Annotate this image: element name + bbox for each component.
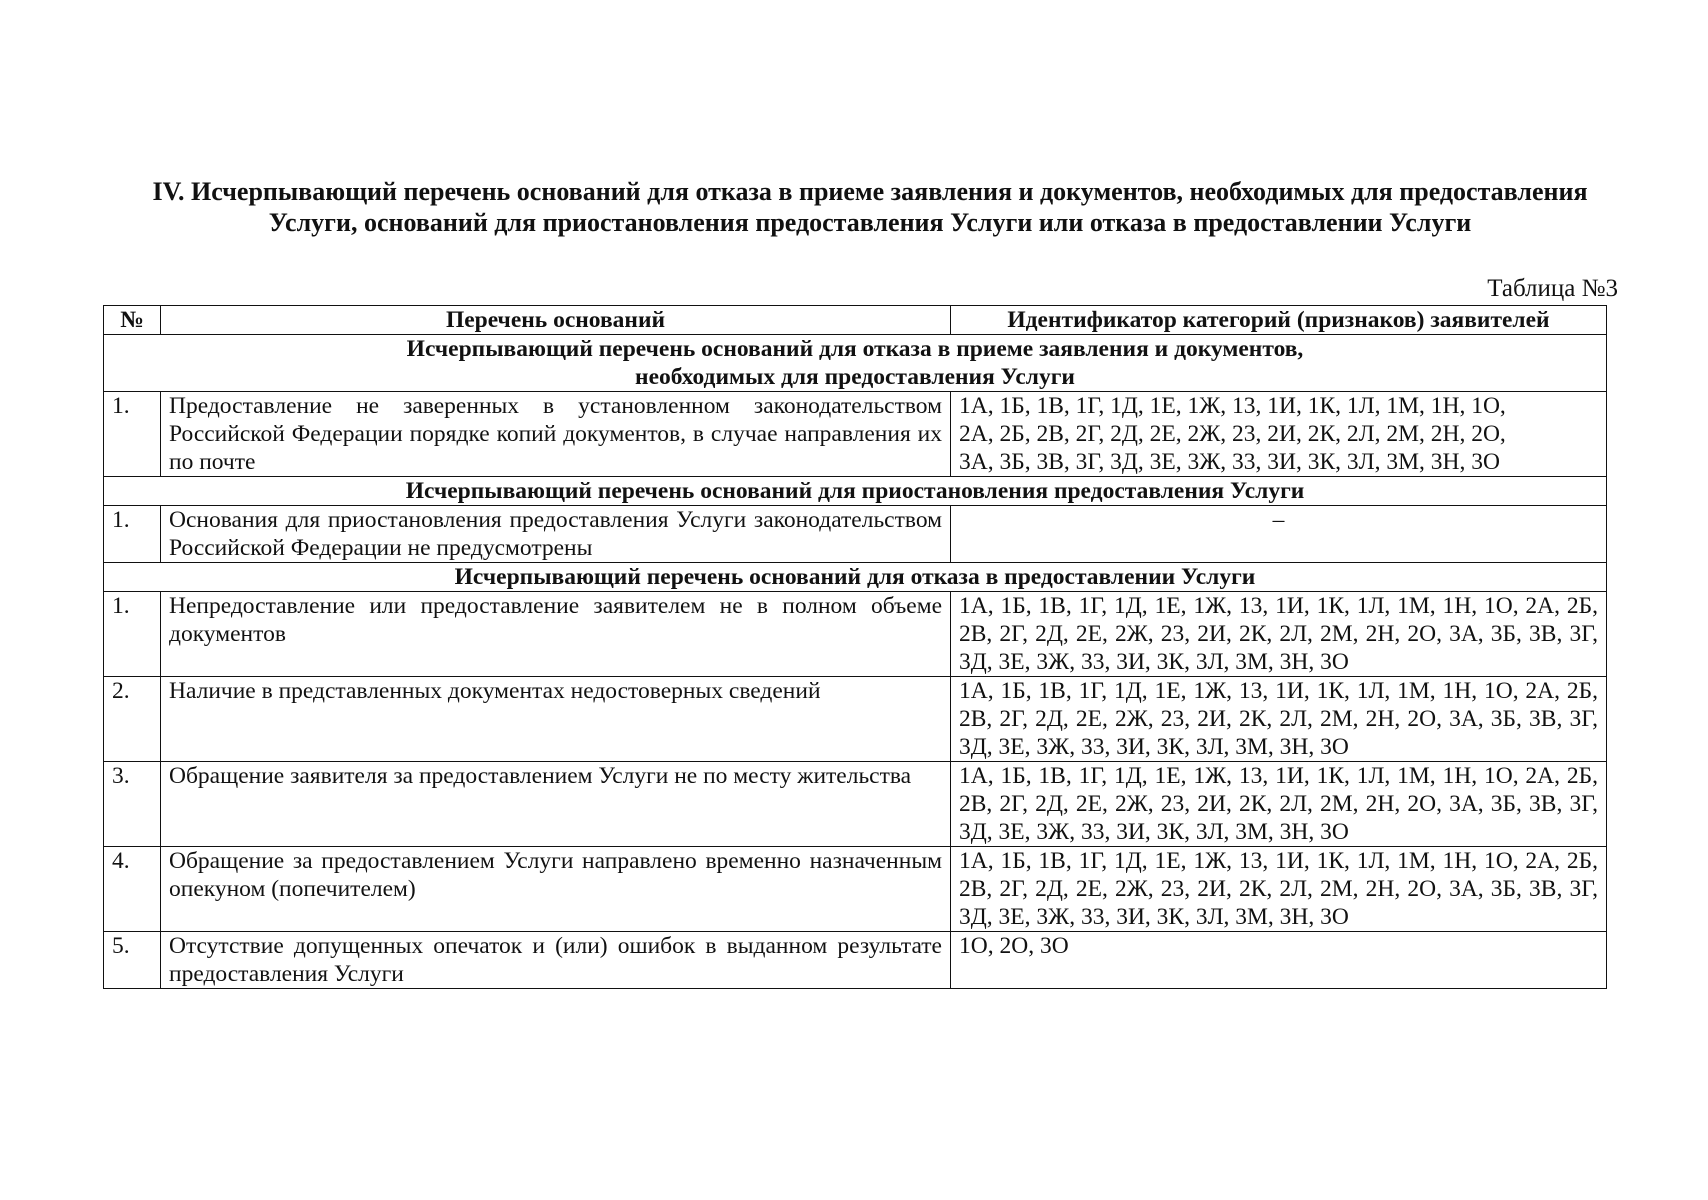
table-row (104, 592, 1607, 677)
ids-line: 2А, 2Б, 2В, 2Г, 2Д, 2Е, 2Ж, 23, 2И, 2К, 2Л, 2М, 2Н, 2О, (959, 421, 1506, 447)
row-number: 3. (104, 762, 161, 847)
table-row (104, 847, 1607, 932)
table-row (104, 677, 1607, 762)
column-header-num: № (104, 306, 161, 335)
section-title (104, 335, 1607, 392)
row-reason: Наличие в представленных документах недостоверных сведений (161, 677, 951, 762)
row-number: 1. (104, 506, 161, 563)
section-row-refusal-acceptance (104, 335, 1607, 392)
row-applicant-ids: 1А, 1Б, 1В, 1Г, 1Д, 1Е, 1Ж, 13, 1И, 1К, 1Л, 1М, 1Н, 1О, 2А, 2Б, 2В, 2Г, 2Д, 2Е, 2Ж, 23, 2И, 2К, 2Л, 2М, 2Н, 2О, 3А, 3Б, 3В, 3Г, 3Д, 3Е, 3Ж, 33, 3И, 3К, 3Л, 3М, 3Н, 3О (951, 762, 1607, 847)
section-heading: IV. Исчерпывающий перечень оснований для отказа в приеме заявления и документов, необходимых для предоставления Услуги, оснований для приостановления предоставления Услуги или отказа в предоставлении Услуги (152, 177, 1588, 237)
row-reason: Непредоставление или предоставление заявителем не в полном объеме документов (161, 592, 951, 677)
table-row (104, 506, 1607, 563)
section-title: Исчерпывающий перечень оснований для отказа в предоставлении Услуги (104, 563, 1607, 592)
row-applicant-ids: – (951, 506, 1607, 563)
row-number: 1. (104, 392, 161, 477)
row-reason: Обращение заявителя за предоставлением Услуги не по месту жительства (161, 762, 951, 847)
column-header-ids: Идентификатор категорий (признаков) заявителей (951, 306, 1607, 335)
row-reason: Обращение за предоставлением Услуги направлено временно назначенным опекуном (попечителем) (161, 847, 951, 932)
row-number: 2. (104, 677, 161, 762)
row-number: 5. (104, 932, 161, 989)
section-row-refusal-service (104, 563, 1607, 592)
row-applicant-ids (951, 392, 1607, 477)
table-row (104, 392, 1607, 477)
row-number: 4. (104, 847, 161, 932)
table-label: Таблица №3 (1487, 275, 1618, 302)
row-applicant-ids: 1А, 1Б, 1В, 1Г, 1Д, 1Е, 1Ж, 13, 1И, 1К, 1Л, 1М, 1Н, 1О, 2А, 2Б, 2В, 2Г, 2Д, 2Е, 2Ж, 23, 2И, 2К, 2Л, 2М, 2Н, 2О, 3А, 3Б, 3В, 3Г, 3Д, 3Е, 3Ж, 33, 3И, 3К, 3Л, 3М, 3Н, 3О (951, 847, 1607, 932)
row-applicant-ids: 1О, 2О, 3О (951, 932, 1607, 989)
ids-line: 1А, 1Б, 1В, 1Г, 1Д, 1Е, 1Ж, 13, 1И, 1К, 1Л, 1М, 1Н, 1О, (959, 393, 1506, 419)
table-header-row (104, 306, 1607, 335)
table-row (104, 932, 1607, 989)
section-title-line: необходимых для предоставления Услуги (635, 364, 1075, 390)
column-header-reasons: Перечень оснований (161, 306, 951, 335)
row-reason: Предоставление не заверенных в установленном законодательством Российской Федерации порядке копий документов, в случае направления их по почте (161, 392, 951, 477)
row-reason: Основания для приостановления предоставления Услуги законодательством Российской Федерации не предусмотрены (161, 506, 951, 563)
row-applicant-ids: 1А, 1Б, 1В, 1Г, 1Д, 1Е, 1Ж, 13, 1И, 1К, 1Л, 1М, 1Н, 1О, 2А, 2Б, 2В, 2Г, 2Д, 2Е, 2Ж, 23, 2И, 2К, 2Л, 2М, 2Н, 2О, 3А, 3Б, 3В, 3Г, 3Д, 3Е, 3Ж, 33, 3И, 3К, 3Л, 3М, 3Н, 3О (951, 592, 1607, 677)
table-row (104, 762, 1607, 847)
row-applicant-ids: 1А, 1Б, 1В, 1Г, 1Д, 1Е, 1Ж, 13, 1И, 1К, 1Л, 1М, 1Н, 1О, 2А, 2Б, 2В, 2Г, 2Д, 2Е, 2Ж, 23, 2И, 2К, 2Л, 2М, 2Н, 2О, 3А, 3Б, 3В, 3Г, 3Д, 3Е, 3Ж, 33, 3И, 3К, 3Л, 3М, 3Н, 3О (951, 677, 1607, 762)
section-title-line: Исчерпывающий перечень оснований для отказа в приеме заявления и документов, (406, 336, 1304, 362)
section-title: Исчерпывающий перечень оснований для приостановления предоставления Услуги (104, 477, 1607, 506)
row-reason: Отсутствие допущенных опечаток и (или) ошибок в выданном результате предоставления Услуги (161, 932, 951, 989)
ids-line: 3А, 3Б, 3В, 3Г, 3Д, 3Е, 3Ж, 33, 3И, 3К, 3Л, 3М, 3Н, 3О (959, 449, 1500, 475)
row-number: 1. (104, 592, 161, 677)
section-row-suspension (104, 477, 1607, 506)
grounds-table (103, 305, 1607, 989)
